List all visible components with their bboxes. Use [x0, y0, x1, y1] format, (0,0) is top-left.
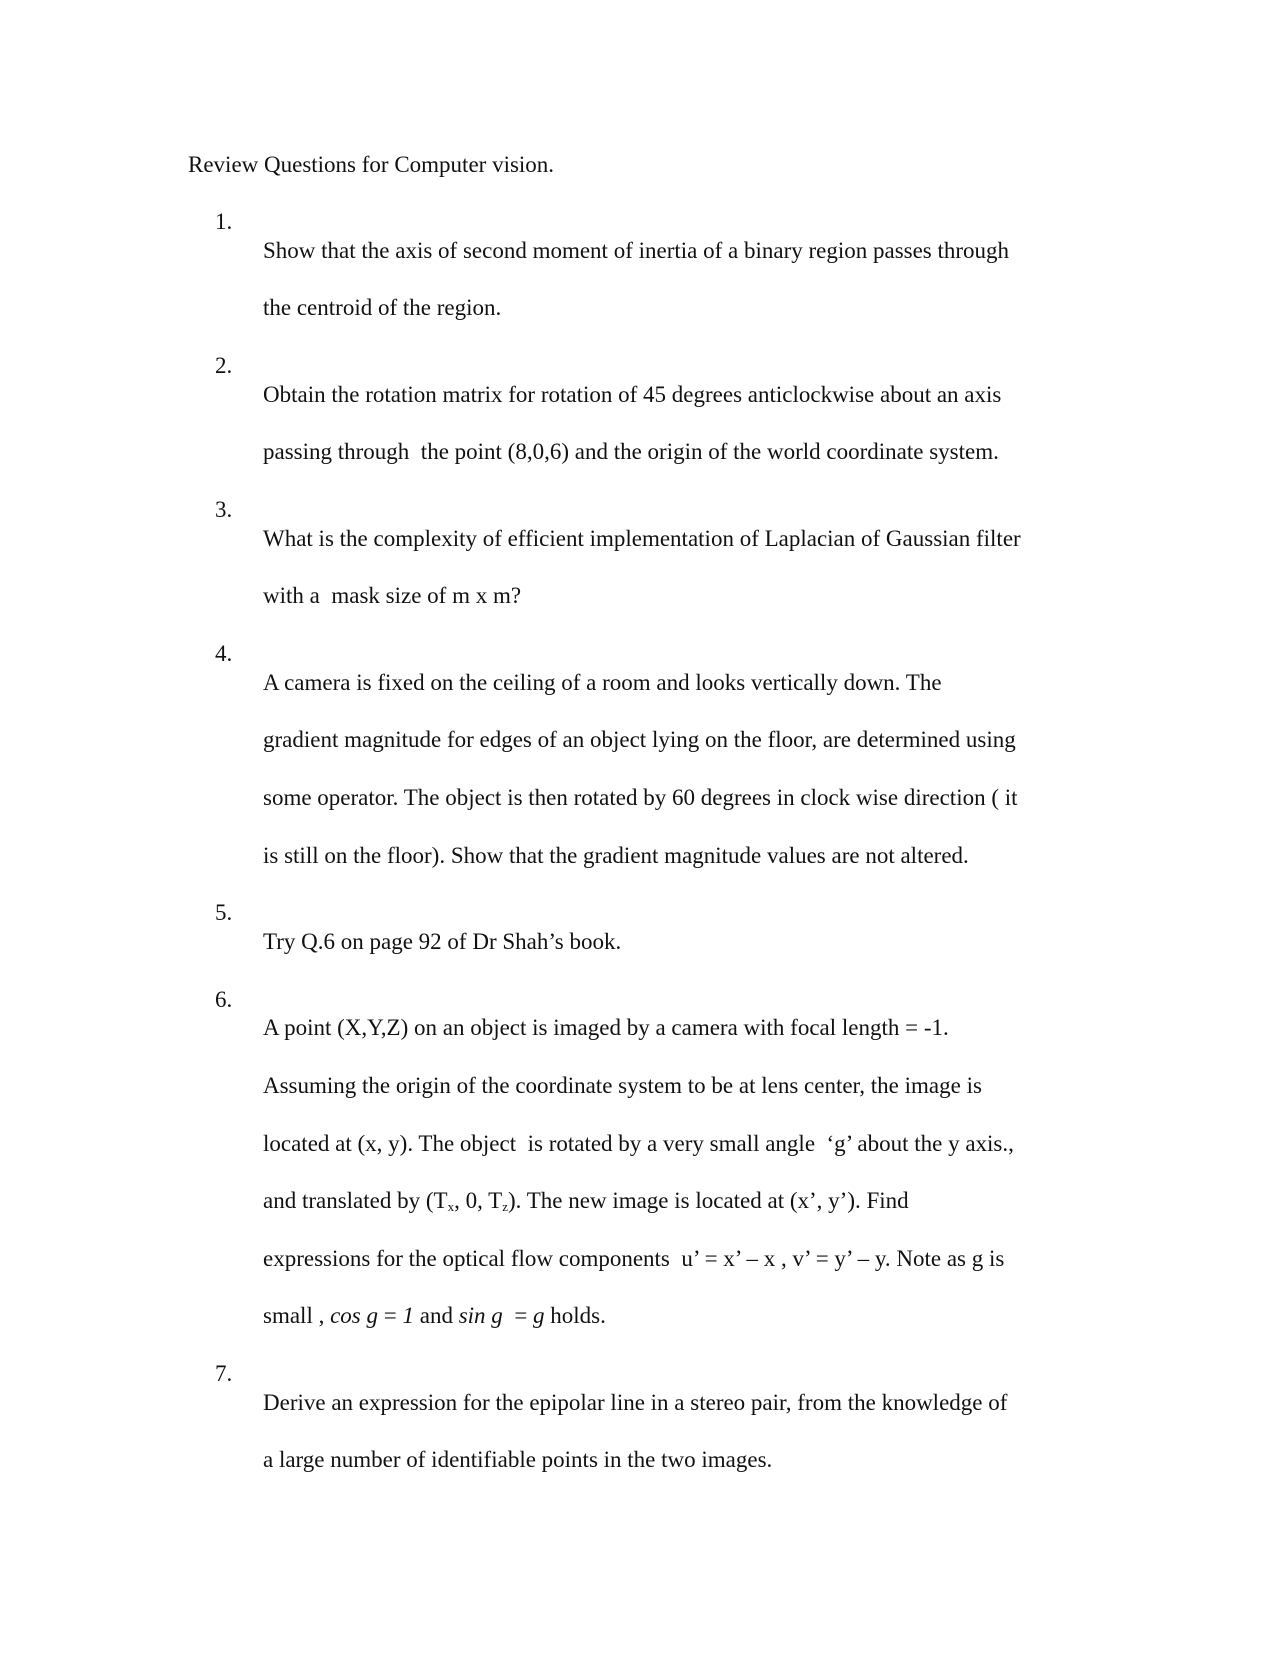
- question-line: the centroid of the region.: [263, 295, 502, 321]
- question-line: A point (X,Y,Z) on an object is imaged by a camera with focal length = -1.: [263, 1015, 949, 1041]
- question-line: Try Q.6 on page 92 of Dr Shah’s book.: [263, 928, 622, 954]
- question-line: expressions for the optical flow components u’ = x’ – x , v’ = y’ – y. Note as g is: [263, 1245, 1005, 1271]
- italic-cos-g: cos g: [330, 1303, 379, 1329]
- question-line: Show that the axis of second moment of inertia of a binary region passes through: [263, 237, 1010, 263]
- question-number: 3.: [215, 496, 233, 522]
- question-line: What is the complexity of efficient implementation of Laplacian of Gaussian filter: [263, 525, 1021, 551]
- question-line: Obtain the rotation matrix for rotation of 45 degrees anticlockwise about an axis: [263, 381, 1002, 407]
- italic-g: g: [533, 1303, 545, 1329]
- italic-sin-g: sin g: [458, 1303, 503, 1329]
- italic-one: 1: [402, 1303, 414, 1329]
- question-3: [188, 496, 1108, 640]
- question-text: [263, 899, 1108, 985]
- question-line-approximation: [263, 1302, 1108, 1331]
- question-line: Assuming the origin of the coordinate system to be at lens center, the image is: [263, 1072, 982, 1098]
- question-text: [263, 986, 1108, 1360]
- text-run: ). The new image is located at (x’, y’). Find: [508, 1188, 909, 1214]
- subscript-x: x: [447, 1199, 455, 1215]
- question-line-translation: [263, 1187, 1108, 1216]
- question-line: a large number of identifiable points in the two images.: [263, 1447, 773, 1473]
- question-text: [263, 496, 1108, 640]
- text-run: holds.: [544, 1303, 606, 1329]
- question-number: 1.: [215, 209, 233, 234]
- question-text: [263, 352, 1108, 496]
- subscript-z: z: [502, 1199, 508, 1215]
- question-5: [188, 899, 1108, 985]
- question-text: [263, 1360, 1108, 1504]
- text-run: =: [378, 1303, 403, 1329]
- question-line: located at (x, y). The object is rotated by a very small angle ‘g’ about the y axis.,: [263, 1130, 1014, 1156]
- text-run: , 0, T: [454, 1188, 503, 1214]
- question-list: [188, 208, 1108, 1504]
- document-title: Review Questions for Computer vision.: [188, 152, 555, 177]
- text-run: and translated by (T: [263, 1188, 448, 1214]
- question-number: 6.: [215, 986, 233, 1012]
- question-text: [263, 640, 1108, 899]
- question-line: A camera is fixed on the ceiling of a room and looks vertically down. The: [263, 669, 942, 695]
- question-line: Derive an expression for the epipolar line in a stereo pair, from the knowledge of: [263, 1389, 1008, 1415]
- question-line: with a mask size of m x m?: [263, 583, 522, 609]
- question-2: [188, 352, 1108, 496]
- question-4: [188, 640, 1108, 899]
- question-6: [188, 986, 1108, 1360]
- question-number: 4.: [215, 640, 233, 666]
- text-run: =: [502, 1303, 534, 1329]
- question-number: 5.: [215, 900, 233, 926]
- question-text: [263, 208, 1108, 352]
- question-1: [188, 208, 1108, 352]
- question-line: passing through the point (8,0,6) and the origin of the world coordinate system.: [263, 439, 999, 465]
- text-run: small ,: [263, 1303, 331, 1329]
- question-line: gradient magnitude for edges of an object lying on the floor, are determined using: [263, 727, 1016, 753]
- question-line: is still on the floor). Show that the gradient magnitude values are not altered.: [263, 842, 969, 868]
- question-number: 7.: [215, 1360, 233, 1386]
- question-line: some operator. The object is then rotated by 60 degrees in clock wise direction ( it: [263, 784, 1018, 810]
- question-7: [188, 1360, 1108, 1504]
- text-run: and: [414, 1303, 459, 1329]
- question-number: 2.: [215, 352, 233, 378]
